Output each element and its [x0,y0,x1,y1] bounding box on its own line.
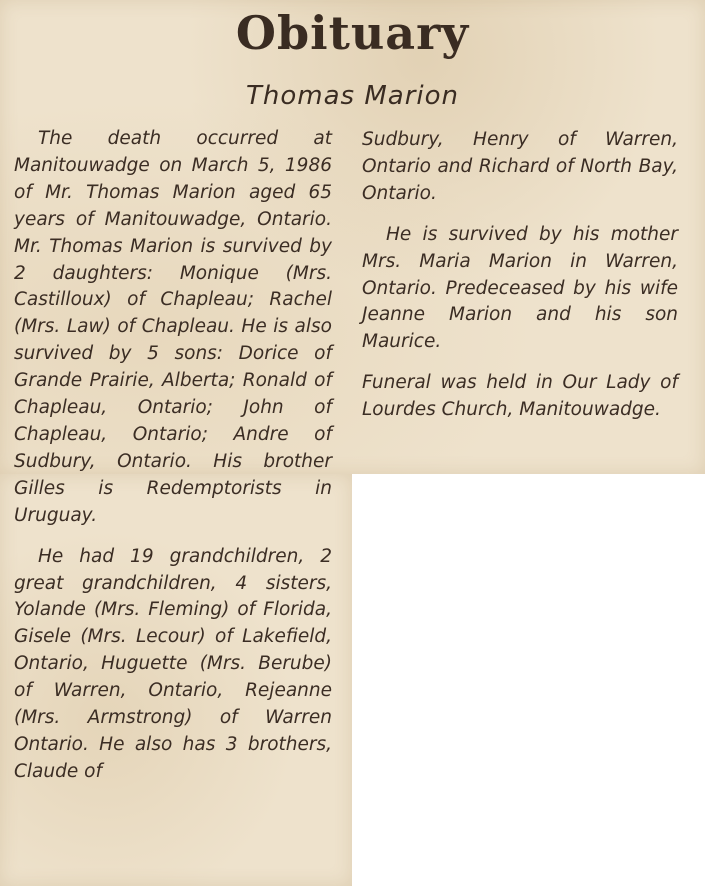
paragraph-family-part1: He had 19 grandchildren, 2 great grandchildren, 4 sisters, Yolande (Mrs. Fleming) of Florida, Gisele (Mrs. Lecour) of Lakefield, Ontario, Huguette (Mrs. Berube) of Warren, Ontario, Rejeanne (Mrs. Armstrong) of Warren Ontario. He also has 3 brothers, Claude of [14,545,332,782]
paragraph-family-part2: Sudbury, Henry of Warren, Ontario and Richard of North Bay, Ontario. [362,129,678,204]
article-column-left [14,126,332,786]
obituary-heading: Obituary [235,6,470,60]
paragraph-funeral: Funeral was held in Our Lady of Lourdes Church, Manitouwadge. [362,372,678,421]
article-column-right [362,127,678,424]
paragraph-death-notice: The death occurred at Manitouwadge on March 5, 1986 of Mr. Thomas Marion aged 65 years of Manitouwadge, Ontario. Mr. Thomas Marion is survived by 2 daughters: Monique (Mrs. Castilloux) of Chapleau; Rachel (Mrs. Law) of Chapleau. He is also survived by 5 sons: Dorice of Grande Prairie, Alberta; Ronald of Chapleau, Ontario; John of Chapleau, Ontario; Andre of Sudbury, Ontario. His brother Gilles is Redemptorists in Uruguay. [14,128,332,526]
deceased-name: Thomas Marion [245,81,459,111]
paragraph-survivors: He is survived by his mother Mrs. Maria Marion in Warren, Ontario. Predeceased by his wife Jeanne Marion and his son Maurice. [362,223,678,353]
